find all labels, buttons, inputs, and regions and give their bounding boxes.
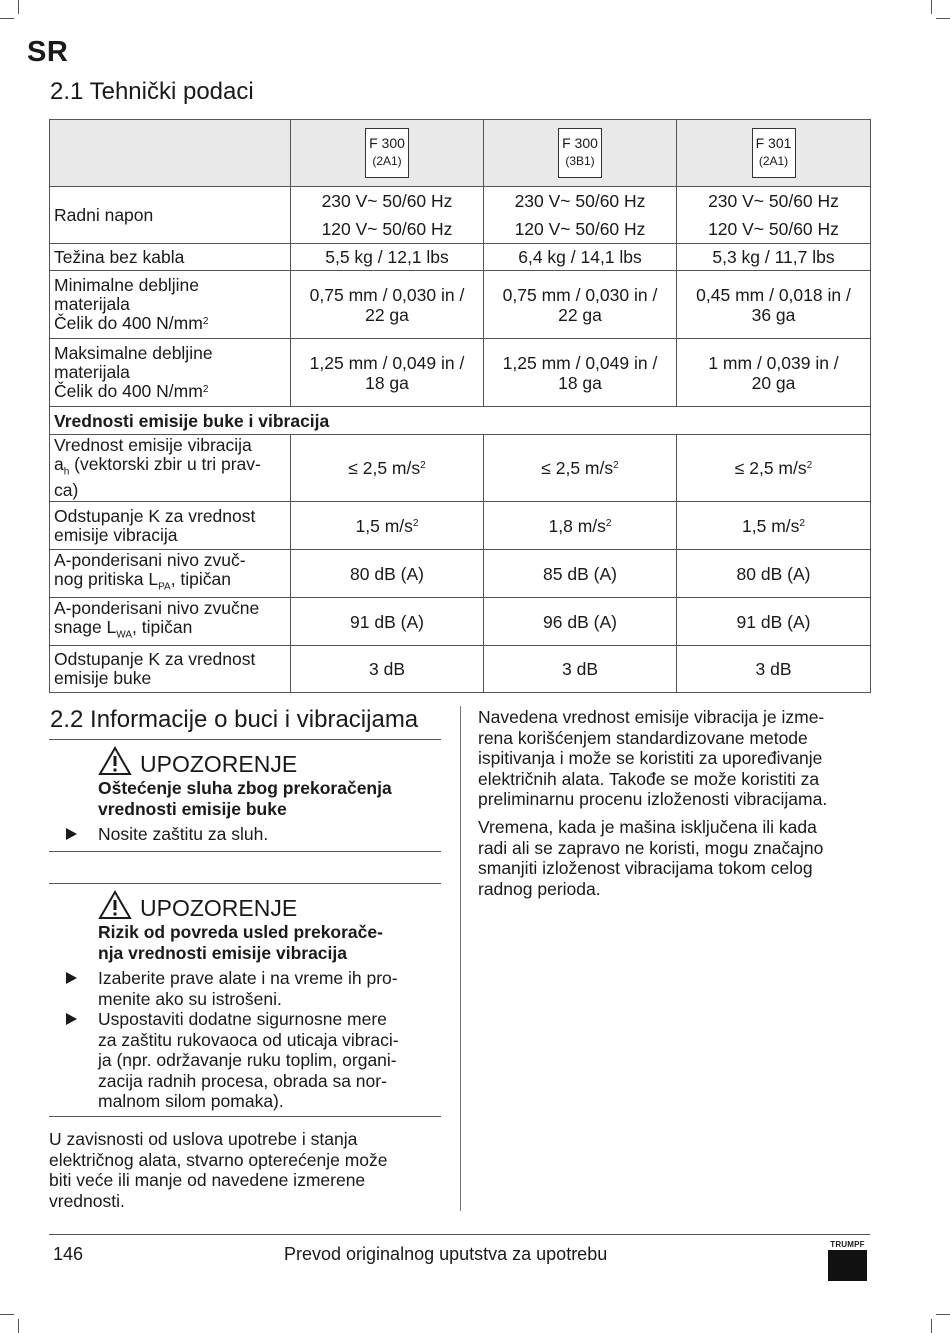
value: 1 mm / 0,039 in / bbox=[708, 352, 839, 373]
value-cell bbox=[291, 187, 484, 244]
bullet-text: malnom silom pomaka). bbox=[98, 1091, 284, 1111]
value: 230 V~ 50/60 Hz bbox=[321, 191, 453, 211]
model-variant: (2A1) bbox=[372, 154, 402, 168]
crop-mark bbox=[0, 1314, 14, 1315]
value: 18 ga bbox=[365, 372, 409, 393]
text-line: električnih alata. Takođe se može koristiti za bbox=[478, 768, 820, 789]
value: 1,8 m/s bbox=[548, 515, 606, 536]
warning-title bbox=[98, 746, 297, 778]
section-title: 2.2 Informacije o buci i vibracijama bbox=[50, 706, 419, 733]
superscript: 2 bbox=[420, 460, 426, 471]
value-cell bbox=[291, 339, 484, 407]
text-line: vrednosti. bbox=[49, 1190, 125, 1211]
logo-text: TRUMPF bbox=[830, 1240, 865, 1249]
value: 230 V~ 50/60 Hz bbox=[514, 191, 646, 211]
table-row bbox=[50, 502, 871, 550]
value: 0,75 mm / 0,030 in / bbox=[502, 284, 658, 305]
value-cell: 5,3 kg / 11,7 lbs bbox=[677, 244, 871, 271]
value-cell bbox=[677, 435, 871, 502]
right-paragraph bbox=[478, 817, 823, 899]
model-variant: (3B1) bbox=[565, 154, 595, 168]
table-row bbox=[50, 435, 871, 502]
table-row bbox=[50, 271, 871, 339]
trumpf-logo bbox=[828, 1240, 867, 1282]
value: 20 ga bbox=[751, 372, 796, 393]
row-label: Radni napon bbox=[50, 187, 291, 244]
model-name: F 300 bbox=[562, 135, 598, 151]
divider bbox=[49, 1116, 441, 1117]
value-cell: 3 dB bbox=[677, 646, 871, 693]
value: 1,25 mm / 0,049 in / bbox=[502, 352, 658, 373]
value-cell: 5,5 kg / 12,1 lbs bbox=[291, 244, 484, 271]
superscript: 2 bbox=[605, 517, 612, 529]
row-label bbox=[50, 646, 291, 693]
row-label: Težina bez kabla bbox=[50, 244, 291, 271]
value: ≤ 2,5 m/s bbox=[348, 458, 421, 478]
text-line: radi ali se zapravo ne koristi, mogu značajno bbox=[478, 837, 824, 858]
subscript: h bbox=[63, 466, 70, 478]
value-cell: 6,4 kg / 14,1 lbs bbox=[484, 244, 677, 271]
bullet-text: Izaberite prave alate i na vreme ih pro- bbox=[98, 968, 398, 988]
value-cell bbox=[484, 187, 677, 244]
label-line: ca) bbox=[54, 480, 79, 501]
table-header-empty bbox=[50, 120, 291, 187]
text-line: Navedena vrednost emisije vibracija je izme- bbox=[478, 707, 825, 727]
value-cell: 91 dB (A) bbox=[291, 598, 484, 646]
value-cell bbox=[484, 502, 677, 550]
label-line: A-ponderisani nivo zvučne bbox=[54, 597, 260, 618]
label-line: (vektorski zbir u tri prav- bbox=[69, 453, 261, 474]
value: 1,5 m/s bbox=[355, 515, 413, 536]
label-line: Vrednost emisije vibracija bbox=[54, 434, 252, 455]
value-cell bbox=[291, 502, 484, 550]
label-line: Odstupanje K za vrednost bbox=[54, 649, 256, 669]
text-line: Rizik od povreda usled prekorače- bbox=[98, 922, 383, 942]
model-cell bbox=[291, 120, 484, 187]
crop-mark bbox=[936, 1314, 950, 1315]
superscript: 2 bbox=[613, 460, 619, 471]
text-line: radnog perioda. bbox=[478, 878, 601, 899]
model-cell bbox=[677, 120, 871, 187]
value: ≤ 2,5 m/s bbox=[541, 458, 614, 478]
row-label bbox=[50, 598, 291, 646]
superscript: 2 bbox=[806, 460, 813, 471]
label-line: nog pritiska L bbox=[54, 568, 159, 589]
crop-mark bbox=[18, 1319, 19, 1333]
bullet-item bbox=[66, 824, 438, 845]
group-title: Vrednosti emisije buke i vibracija bbox=[50, 407, 871, 435]
table-row bbox=[50, 550, 871, 598]
table-row bbox=[50, 187, 871, 244]
model-variant: (2A1) bbox=[758, 154, 789, 168]
text-line: U zavisnosti od uslova upotrebe i stanja bbox=[49, 1129, 358, 1149]
subscript: PA bbox=[158, 581, 171, 593]
value: 36 ga bbox=[751, 304, 796, 325]
right-paragraph bbox=[478, 707, 827, 810]
value: 120 V~ 50/60 Hz bbox=[708, 219, 839, 239]
table-row bbox=[50, 339, 871, 407]
superscript: 2 bbox=[799, 517, 805, 529]
value-cell bbox=[677, 502, 871, 550]
text-line: biti veće ili manje od navedene izmerene bbox=[49, 1170, 366, 1190]
text-line: vrednosti emisije buke bbox=[98, 799, 287, 819]
bullet-item bbox=[66, 1009, 438, 1112]
label-line: A-ponderisani nivo zvuč- bbox=[54, 549, 246, 570]
warning-triangle-icon bbox=[98, 746, 132, 776]
bullet-text: Nosite zaštitu za sluh. bbox=[98, 824, 269, 844]
value: 1,5 m/s bbox=[742, 515, 800, 536]
value: 0,75 mm / 0,030 in / bbox=[309, 284, 465, 305]
bullet-arrow-icon bbox=[66, 1013, 77, 1025]
value-cell: 80 dB (A) bbox=[291, 550, 484, 598]
label-line: Minimalne debljine bbox=[54, 275, 199, 295]
value: 120 V~ 50/60 Hz bbox=[514, 219, 646, 239]
value: 22 ga bbox=[365, 304, 409, 325]
warning-title bbox=[98, 890, 297, 922]
crop-mark bbox=[0, 18, 14, 19]
row-label bbox=[50, 271, 291, 339]
divider bbox=[49, 739, 441, 740]
warning-label: UPOZORENJE bbox=[140, 895, 298, 921]
label-line: snage L bbox=[54, 616, 117, 637]
footer-divider bbox=[49, 1234, 870, 1235]
column-divider bbox=[460, 706, 461, 1211]
value-cell bbox=[484, 435, 677, 502]
crop-mark bbox=[931, 0, 932, 14]
row-label bbox=[50, 550, 291, 598]
superscript: 2 bbox=[412, 517, 419, 529]
text-line: Vremena, kada je mašina isključena ili kada bbox=[478, 817, 817, 837]
value: 0,45 mm / 0,018 in / bbox=[696, 284, 851, 305]
value: 22 ga bbox=[558, 304, 602, 325]
value-cell bbox=[677, 339, 871, 407]
value-cell: 91 dB (A) bbox=[677, 598, 871, 646]
text-line: električnog alata, stvarno opterećenje može bbox=[49, 1149, 388, 1170]
left-paragraph bbox=[49, 1129, 388, 1211]
label-line: materijala bbox=[54, 362, 130, 382]
model-box bbox=[752, 128, 796, 178]
bullet-arrow-icon bbox=[66, 972, 77, 984]
row-label bbox=[50, 502, 291, 550]
value-cell bbox=[291, 435, 484, 502]
text-line: Oštećenje sluha zbog prekoračenja bbox=[98, 778, 392, 798]
label-line: emisije vibracija bbox=[54, 524, 178, 545]
logo-block bbox=[828, 1250, 867, 1281]
label-line: , tipičan bbox=[170, 568, 232, 589]
label-line: materijala bbox=[54, 294, 130, 314]
text-line: preliminarnu procenu izloženosti vibracijama. bbox=[478, 789, 828, 809]
table-header-row bbox=[50, 120, 871, 187]
value: 1,25 mm / 0,049 in / bbox=[309, 352, 465, 373]
bullet-text: ja (npr. održavanje ruku toplim, organi- bbox=[98, 1050, 397, 1070]
crop-mark bbox=[936, 18, 950, 19]
value-cell: 85 dB (A) bbox=[484, 550, 677, 598]
model-cell bbox=[484, 120, 677, 187]
text-line: nja vrednosti emisije vibracija bbox=[98, 943, 347, 963]
value: 120 V~ 50/60 Hz bbox=[321, 219, 453, 239]
label-line: Odstupanje K za vrednost bbox=[54, 505, 256, 526]
label-line: Čelik do 400 N/mm bbox=[54, 313, 203, 333]
value: 18 ga bbox=[558, 372, 602, 393]
bullet-arrow-icon bbox=[66, 828, 77, 840]
value: 230 V~ 50/60 Hz bbox=[708, 191, 839, 211]
bullet-text: menite ako su istrošeni. bbox=[98, 988, 282, 1009]
subscript: WA bbox=[116, 629, 133, 641]
model-box bbox=[558, 128, 602, 178]
label-line: , tipičan bbox=[132, 616, 193, 637]
label-line: emisije buke bbox=[54, 668, 152, 688]
bullet-text: Uspostaviti dodatne sigurnosne mere bbox=[98, 1009, 387, 1029]
text-line: smanjiti izloženost vibracijama tokom celog bbox=[478, 858, 813, 878]
model-name: F 301 bbox=[755, 135, 792, 151]
value-cell: 3 dB bbox=[291, 646, 484, 693]
divider bbox=[49, 883, 441, 884]
label-line: Čelik do 400 N/mm bbox=[54, 381, 203, 401]
divider bbox=[49, 851, 441, 852]
warning-triangle-icon bbox=[98, 890, 132, 920]
model-box bbox=[365, 128, 409, 178]
value: ≤ 2,5 m/s bbox=[734, 458, 807, 478]
row-label bbox=[50, 435, 291, 502]
crop-mark bbox=[18, 0, 19, 14]
bullet-item bbox=[66, 968, 438, 1009]
superscript: 2 bbox=[202, 316, 209, 327]
warning-subtitle bbox=[98, 778, 438, 820]
model-name: F 300 bbox=[369, 135, 405, 151]
text-line: rena korišćenjem standardizovane metode bbox=[478, 727, 808, 748]
superscript: 2 bbox=[202, 384, 209, 395]
value-cell: 3 dB bbox=[484, 646, 677, 693]
value-cell: 80 dB (A) bbox=[677, 550, 871, 598]
row-label bbox=[50, 339, 291, 407]
label-line: Maksimalne debljine bbox=[54, 343, 213, 363]
crop-mark bbox=[931, 1319, 932, 1333]
value-cell: 96 dB (A) bbox=[484, 598, 677, 646]
spec-table bbox=[49, 119, 871, 693]
value-cell bbox=[484, 271, 677, 339]
table-row bbox=[50, 244, 871, 271]
bullet-text: za zaštitu rukovaoca od uticaja vibraci- bbox=[98, 1029, 399, 1050]
footer-text: Prevod originalnog uputstva za upotrebu bbox=[284, 1244, 608, 1264]
warning-label: UPOZORENJE bbox=[140, 751, 298, 777]
value-cell bbox=[677, 271, 871, 339]
value-cell bbox=[291, 271, 484, 339]
language-code: SR bbox=[27, 36, 69, 68]
value-cell bbox=[484, 339, 677, 407]
value-cell bbox=[677, 187, 871, 244]
bullet-text: zacija radnih procesa, obrada sa nor- bbox=[98, 1070, 387, 1091]
warning-subtitle bbox=[98, 922, 438, 964]
text-line: ispitivanja i može se koristiti za upoređivanje bbox=[478, 748, 823, 768]
table-row bbox=[50, 598, 871, 646]
section-title: 2.1 Tehnički podaci bbox=[50, 78, 254, 105]
group-row bbox=[50, 407, 871, 435]
symbol: a bbox=[54, 453, 64, 474]
page-number: 146 bbox=[53, 1244, 84, 1264]
table-row bbox=[50, 646, 871, 693]
